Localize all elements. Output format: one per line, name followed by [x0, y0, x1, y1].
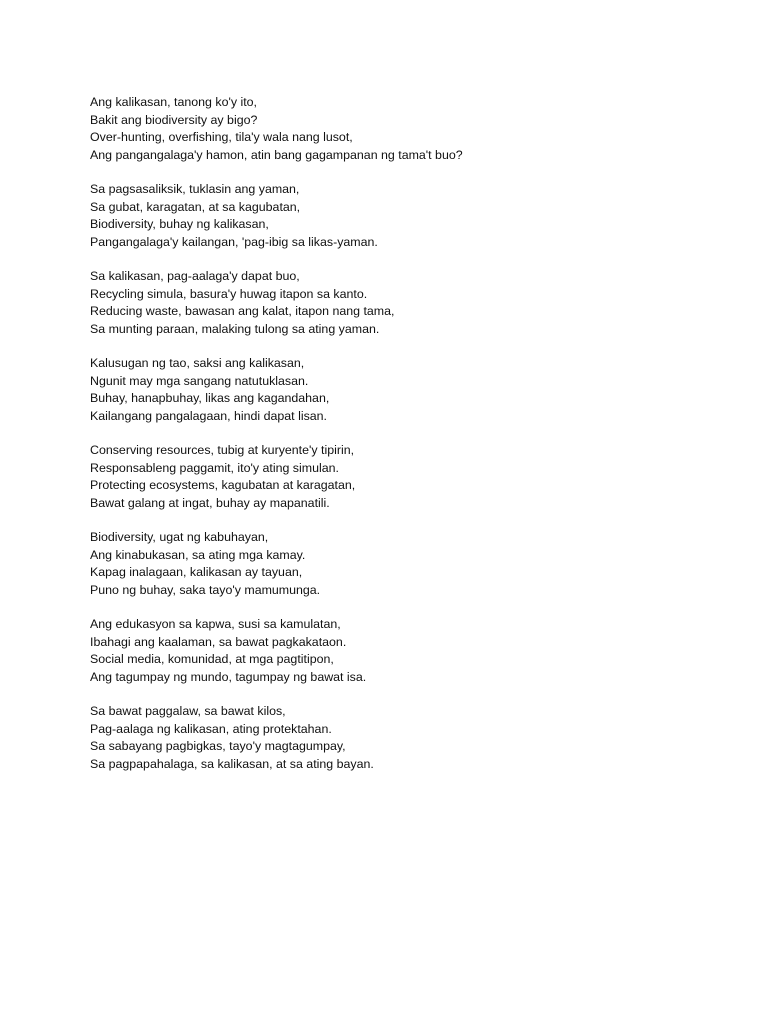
poem-line: Sa munting paraan, malaking tulong sa ating yaman.: [90, 321, 380, 336]
poem-line: Sa bawat paggalaw, sa bawat kilos,: [90, 704, 286, 718]
poem-line: Reducing waste, bawasan ang kalat, itapon nang tama,: [90, 304, 395, 318]
poem-line: Ang kinabukasan, sa ating mga kamay.: [90, 547, 306, 562]
stanza-5: [90, 442, 730, 512]
poem-line: Puno ng buhay, saka tayo'y mamumunga.: [90, 582, 321, 597]
poem-line: Kailangang pangalagaan, hindi dapat lisan.: [90, 408, 327, 423]
stanza-4: [90, 355, 730, 425]
poem-line: Kapag inalagaan, kalikasan ay tayuan,: [90, 565, 303, 579]
poem-line: Kalusugan ng tao, saksi ang kalikasan,: [90, 356, 305, 370]
poem-line: Ang tagumpay ng mundo, tagumpay ng bawat isa.: [90, 669, 367, 684]
poem-line: Ang kalikasan, tanong ko'y ito,: [90, 95, 257, 109]
poem-line: Bawat galang at ingat, buhay ay mapanatili.: [90, 495, 330, 510]
poem-line: Pangangalaga'y kailangan, 'pag-ibig sa likas-yaman.: [90, 234, 378, 249]
poem-line: Protecting ecosystems, kagubatan at karagatan,: [90, 478, 356, 492]
stanza-2: [90, 181, 730, 251]
stanza-1: [90, 94, 730, 164]
stanza-6: [90, 529, 730, 599]
poem-line: Social media, komunidad, at mga pagtitipon,: [90, 652, 334, 666]
poem-line: Pag-aalaga ng kalikasan, ating protektahan.: [90, 721, 332, 736]
poem-line: Conserving resources, tubig at kuryente'y tipirin,: [90, 443, 355, 457]
poem-line: Ang pangangalaga'y hamon, atin bang gagampanan ng tama't buo?: [90, 147, 463, 162]
poem-line: Ang edukasyon sa kapwa, susi sa kamulatan,: [90, 617, 341, 631]
stanza-8: [90, 703, 730, 773]
stanza-3: [90, 268, 730, 338]
poem-line: Over-hunting, overfishing, tila'y wala nang lusot,: [90, 130, 353, 144]
poem-line: Sa sabayang pagbigkas, tayo'y magtagumpay,: [90, 739, 346, 753]
poem-line: Buhay, hanapbuhay, likas ang kagandahan,: [90, 391, 330, 405]
poem-line: Recycling simula, basura'y huwag itapon sa kanto.: [90, 286, 368, 301]
poem-line: Bakit ang biodiversity ay bigo?: [90, 112, 258, 127]
poem-body: [90, 94, 730, 790]
poem-line: Sa kalikasan, pag-aalaga'y dapat buo,: [90, 269, 300, 283]
poem-line: Sa pagsasaliksik, tuklasin ang yaman,: [90, 182, 300, 196]
poem-line: Sa pagpapahalaga, sa kalikasan, at sa ating bayan.: [90, 756, 374, 771]
stanza-7: [90, 616, 730, 686]
poem-line: Sa gubat, karagatan, at sa kagubatan,: [90, 199, 301, 214]
poem-line: Biodiversity, ugat ng kabuhayan,: [90, 530, 269, 544]
poem-line: Ngunit may mga sangang natutuklasan.: [90, 373, 309, 388]
poem-line: Ibahagi ang kaalaman, sa bawat pagkakataon.: [90, 634, 347, 649]
poem-line: Biodiversity, buhay ng kalikasan,: [90, 217, 269, 231]
poem-line: Responsableng paggamit, ito'y ating simulan.: [90, 460, 339, 475]
